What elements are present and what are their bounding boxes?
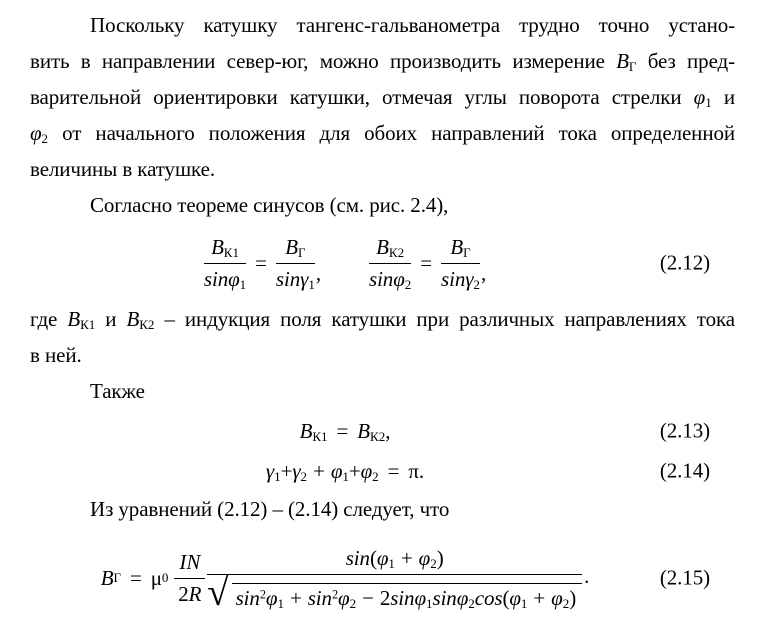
equation-number-2-13: (2.13) xyxy=(659,418,710,443)
equation-2-14 xyxy=(30,451,735,491)
subscript-2: 2 xyxy=(468,595,475,611)
math-fn-sin: sin xyxy=(369,266,394,291)
text-run: и xyxy=(711,85,735,109)
subscript-1: 1 xyxy=(425,595,433,611)
fraction-denominator xyxy=(174,579,205,607)
fraction-numerator xyxy=(174,549,205,578)
math-var-phi: φ xyxy=(551,586,563,610)
math-var-gamma: γ xyxy=(265,458,275,483)
paragraph-where xyxy=(30,301,735,373)
fraction-denominator xyxy=(204,264,246,292)
math-var-phi: φ xyxy=(418,545,431,570)
math-var-phi: φ xyxy=(414,586,426,610)
math-var-phi: φ xyxy=(456,586,469,610)
fraction-denominator xyxy=(441,264,480,292)
text-run: где xyxy=(30,307,68,331)
math-var-phi: φ xyxy=(265,586,278,610)
math-fn-sin: sin xyxy=(390,586,415,610)
equals-sign: = xyxy=(420,250,433,275)
subscript-1: 1 xyxy=(239,276,247,292)
main-fraction xyxy=(207,545,582,612)
math-fn-cos: cos xyxy=(474,586,503,610)
right-paren: ) xyxy=(436,545,444,570)
right-paren: ) xyxy=(569,586,577,610)
subscript-1: 1 xyxy=(388,555,395,571)
text-line xyxy=(30,337,735,373)
period: . xyxy=(418,458,425,483)
plus-sign: + xyxy=(400,545,413,570)
paragraph-sine-theorem xyxy=(30,187,735,223)
math-var-B: B xyxy=(450,235,464,260)
text-run: и xyxy=(95,307,127,331)
fraction-numerator xyxy=(441,234,480,263)
text-run: Поскольку катушку тангенс-гальванометра трудно точно устано- xyxy=(90,13,735,37)
plus-sign: + xyxy=(533,586,546,610)
subscript-G: Г xyxy=(463,245,471,261)
text-run: Согласно теореме синусов (см. рис. 2.4), xyxy=(90,193,449,217)
subscript-2: 2 xyxy=(473,276,480,292)
subscript-K1: К1 xyxy=(312,428,328,444)
subscript-K1: К1 xyxy=(223,245,239,261)
math-var-B: B xyxy=(126,307,140,331)
equation-2-13 xyxy=(30,411,735,451)
subscript-2: 2 xyxy=(372,468,379,484)
paragraph-also xyxy=(30,373,735,409)
math-var-phi: φ xyxy=(228,266,240,291)
fraction-denominator xyxy=(276,264,315,292)
fraction xyxy=(276,234,315,292)
math-var-phi: φ xyxy=(509,586,521,610)
math-var-phi: φ xyxy=(693,85,706,109)
subscript-2: 2 xyxy=(349,595,357,611)
math-var-phi: φ xyxy=(30,121,42,145)
superscript-2: 2 xyxy=(259,587,266,602)
equals-sign: = xyxy=(129,565,142,590)
text-run: вить в направлении север-юг, можно производить измерение xyxy=(30,49,617,73)
subscript-1: 1 xyxy=(520,595,528,611)
text-run: Также xyxy=(90,379,145,403)
equation-pair-1 xyxy=(204,234,321,292)
subscript-G: Г xyxy=(297,245,306,261)
math-var-phi: φ xyxy=(330,458,343,483)
text-run: в ней. xyxy=(30,343,82,367)
subscript-K2: К2 xyxy=(388,245,405,261)
math-var-B: B xyxy=(376,235,389,260)
math-var-gamma: γ xyxy=(300,266,309,291)
equation-body xyxy=(30,419,660,444)
math-fn-sin: sin xyxy=(441,266,466,291)
math-var-IN: IN xyxy=(179,550,201,575)
minus-sign: − xyxy=(362,586,374,610)
equation-number-2-14: (2.14) xyxy=(659,458,710,483)
left-paren: ( xyxy=(502,586,510,610)
subscript-K2: К2 xyxy=(139,316,155,332)
plus-sign: + xyxy=(313,458,325,483)
math-var-phi: φ xyxy=(376,545,389,570)
math-var-B: B xyxy=(299,418,313,443)
coefficient-fraction xyxy=(174,549,205,607)
equation-number-2-15: (2.15) xyxy=(659,565,710,590)
comma: , xyxy=(315,260,321,285)
math-var-B: B xyxy=(357,418,371,443)
math-fn-sin: sin xyxy=(345,545,370,570)
equation-pair-2 xyxy=(369,234,486,292)
radical-sign: √ xyxy=(207,571,229,614)
paragraph-follows xyxy=(30,491,735,527)
math-var-B: B xyxy=(285,235,298,260)
text-line-2 xyxy=(30,43,735,79)
equation-2-15 xyxy=(30,529,735,627)
fraction-numerator xyxy=(204,234,246,263)
subscript-2: 2 xyxy=(562,595,570,611)
subscript-1: 1 xyxy=(277,595,284,611)
subscript-1: 1 xyxy=(705,94,712,110)
subscript-1: 1 xyxy=(308,276,315,292)
fraction xyxy=(204,234,246,292)
text-line-4 xyxy=(30,115,735,151)
left-paren: ( xyxy=(369,545,377,570)
math-fn-sin: sin xyxy=(432,586,457,610)
text-line xyxy=(30,301,735,337)
math-fn-sin: sin xyxy=(307,586,332,610)
equals-sign: = xyxy=(336,418,349,443)
text-line-3 xyxy=(30,79,735,115)
paragraph-intro xyxy=(30,7,735,187)
text-line-1 xyxy=(30,7,735,43)
math-var-gamma: γ xyxy=(465,266,474,291)
equation-body xyxy=(30,459,660,484)
text-run: варительной ориентировки катушки, отмечая углы поворота стрелки xyxy=(30,85,694,109)
text-run: без пред- xyxy=(636,49,735,73)
equals-sign: = xyxy=(387,458,400,483)
math-var-phi: φ xyxy=(338,586,350,610)
equation-number-2-12: (2.12) xyxy=(659,250,710,275)
superscript-2: 2 xyxy=(331,587,339,602)
fraction-numerator xyxy=(369,234,411,263)
subscript-K1: К1 xyxy=(80,316,96,332)
text-run: – индукция поля катушки при различных направлениях тока xyxy=(154,307,735,331)
equation-2-12 xyxy=(30,225,735,301)
plus-sign: + xyxy=(289,586,302,610)
math-digit-2: 2 xyxy=(178,581,189,606)
math-var-B: B xyxy=(67,307,81,331)
equation-body xyxy=(30,234,660,292)
text-run: от начального положения для обоих направлений тока определенной xyxy=(48,121,735,145)
subscript-2: 2 xyxy=(404,276,412,292)
fraction-numerator xyxy=(207,545,582,575)
text-run: Из уравнений (2.12) – (2.14) следует, что xyxy=(90,497,450,521)
fraction-numerator xyxy=(276,234,315,263)
text-line-5 xyxy=(30,151,735,187)
math-digit-2: 2 xyxy=(379,586,391,610)
comma: , xyxy=(385,418,391,443)
subscript-1: 1 xyxy=(342,468,349,484)
subscript-2: 2 xyxy=(41,130,49,146)
math-var-B: B xyxy=(211,235,224,260)
subscript-2: 2 xyxy=(300,468,308,484)
math-var-pi: π xyxy=(408,458,419,483)
fraction xyxy=(441,234,480,292)
math-var-B: B xyxy=(616,49,629,73)
math-var-R: R xyxy=(188,581,202,606)
subscript-G: Г xyxy=(628,58,637,74)
math-var-phi: φ xyxy=(393,266,405,291)
comma: , xyxy=(480,260,487,285)
math-var-phi: φ xyxy=(360,458,373,483)
math-fn-sin: sin xyxy=(235,586,260,610)
math-var-gamma: γ xyxy=(292,458,301,483)
text-run: величины в катушке. xyxy=(30,157,215,181)
period: . xyxy=(584,563,590,588)
subscript-1: 1 xyxy=(274,468,281,484)
plus-sign: + xyxy=(280,458,293,483)
plus-sign: + xyxy=(348,458,361,483)
math-fn-sin: sin xyxy=(275,266,301,291)
math-var-B: B xyxy=(100,565,114,590)
fraction-denominator xyxy=(369,264,411,292)
radicand xyxy=(232,583,583,610)
fraction xyxy=(369,234,411,292)
subscript-K2: К2 xyxy=(370,428,386,444)
fraction-denominator xyxy=(207,571,582,614)
equals-sign: = xyxy=(255,250,267,275)
math-fn-sin: sin xyxy=(203,266,229,291)
math-var-mu: μ xyxy=(150,565,162,590)
equation-body: B Г = μ 0 $\frac{IN}{2R}$ $\frac{\sin(\varphi_1 + \varphi_2)}{√ \sin^2\varphi_1 + \sin^2\varphi_2 - 2\sin\varphi_1\sin\varphi_2\cos(\varphi_1 + \varphi_2)}$ . xyxy=(100,545,590,614)
subscript-2: 2 xyxy=(430,555,437,571)
